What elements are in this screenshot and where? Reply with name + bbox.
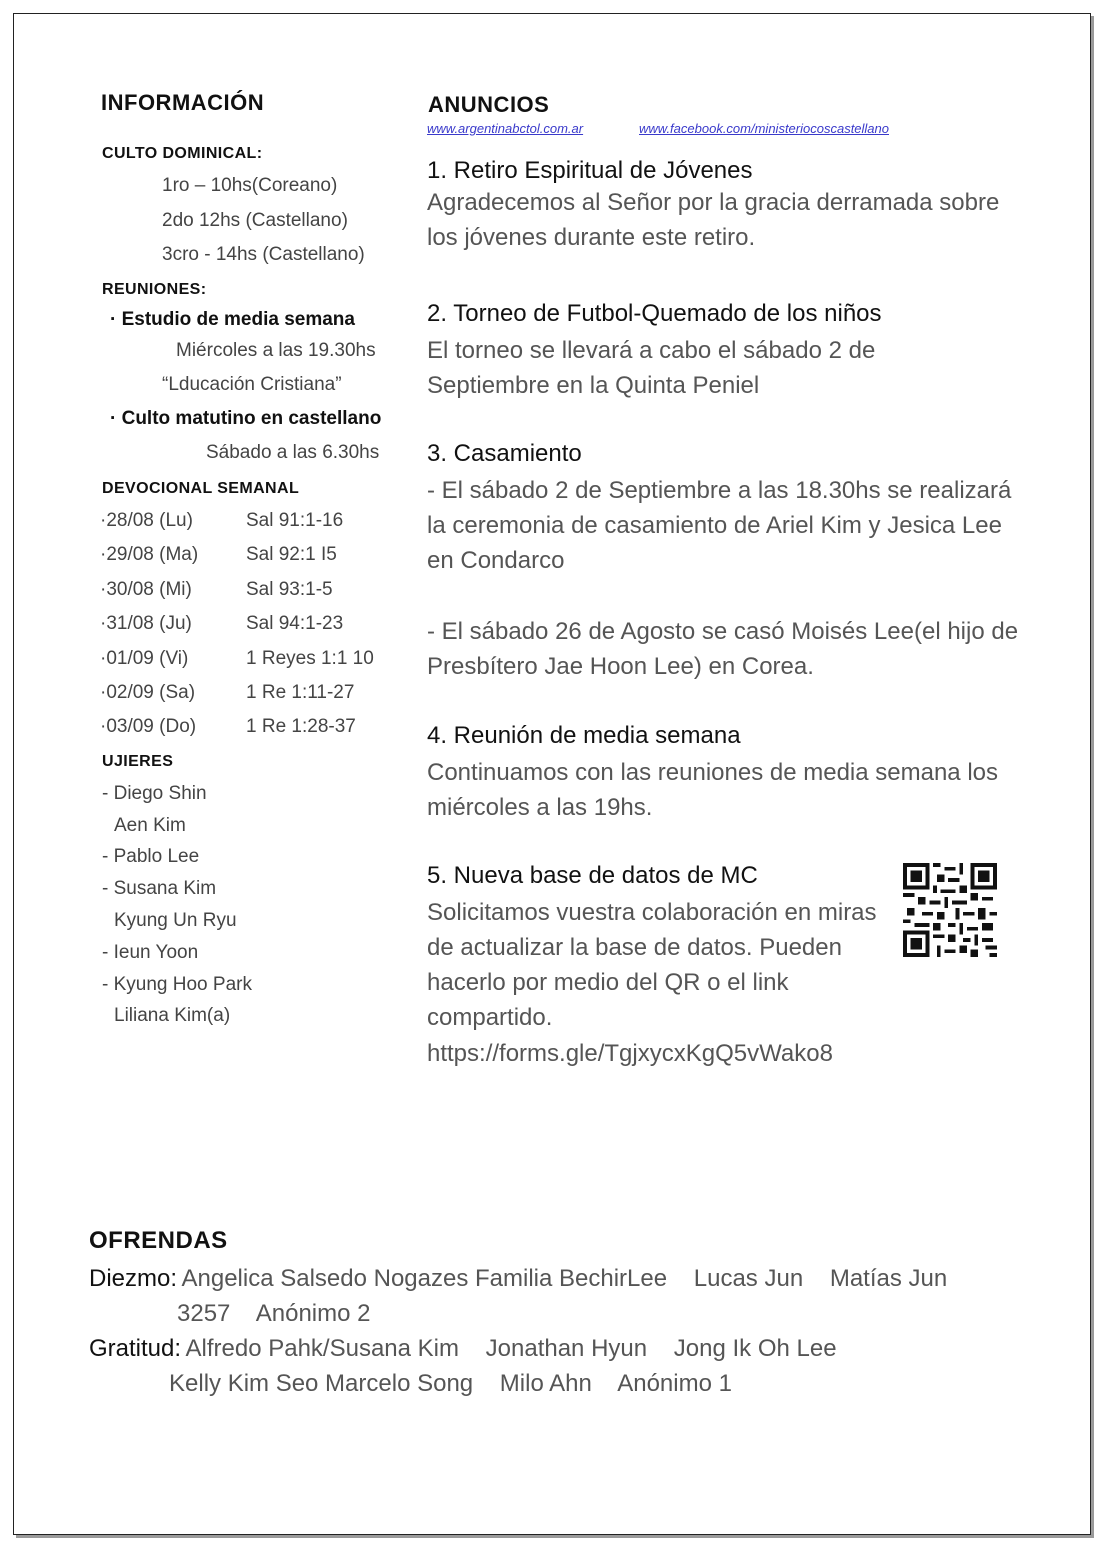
devocional-heading: DEVOCIONAL SEMANAL (102, 480, 300, 497)
diezmo-names-cont: 3257 Anónimo 2 (177, 1300, 371, 1327)
devocional-date: ·31/08 (Ju) (100, 613, 192, 634)
ujier-name: - Ieun Yoon (102, 942, 199, 963)
ujier-name: Aen Kim (114, 815, 186, 836)
culto-item: 3cro - 14hs (Castellano) (162, 244, 365, 265)
devocional-ref: 1 Re 1:28-37 (246, 716, 356, 737)
devocional-ref: 1 Reyes 1:1 10 (246, 648, 374, 669)
devocional-date: ·01/09 (Vi) (100, 648, 189, 669)
culto-item: 2do 12hs (Castellano) (162, 210, 348, 231)
matutino-title: · Culto matutino en castellano (110, 408, 382, 429)
devocional-date: ·28/08 (Lu) (100, 510, 193, 531)
devocional-date: ·30/08 (Mi) (100, 579, 192, 600)
devocional-ref: 1 Re 1:11-27 (246, 682, 355, 703)
devocional-ref: Sal 92:1 I5 (246, 544, 337, 565)
ujier-name: - Kyung Hoo Park (102, 974, 252, 995)
reuniones-heading: REUNIONES: (102, 281, 207, 298)
ujier-name: - Diego Shin (102, 783, 207, 804)
matutino-time: Sábado a las 6.30hs (206, 442, 380, 463)
gratitud-names: Alfredo Pahk/Susana Kim Jonathan Hyun Jong Ik Oh Lee (185, 1335, 837, 1362)
gratitud-names-cont: Kelly Kim Seo Marcelo Song Milo Ahn Anónimo 1 (169, 1370, 732, 1397)
devocional-date: ·29/08 (Ma) (100, 544, 199, 565)
announcement-body: Agradecemos al Señor por la gracia derramada sobre los jóvenes durante este retiro. (427, 189, 1000, 251)
devocional-ref: Sal 94:1-23 (246, 613, 344, 634)
devocional-date: ·03/09 (Do) (100, 716, 197, 737)
ujier-name: - Susana Kim (102, 878, 217, 899)
qr-code-icon[interactable] (903, 863, 997, 957)
announcement-body: - El sábado 2 de Septiembre a las 18.30hs se realizará la ceremonia de casamiento de Ariel Kim y Jesica Lee en Condarco (427, 477, 1012, 574)
devocional-date: ·02/09 (Sa) (100, 682, 196, 703)
diezmo-line (89, 1265, 947, 1293)
ujier-name: Liliana Kim(a) (114, 1005, 231, 1026)
announcement-title: 4. Reunión de media semana (427, 722, 741, 749)
gratitud-label: Gratitud: (89, 1335, 182, 1362)
announcement-body: Continuamos con las reuniones de media semana los miércoles a las 19hs. (427, 759, 998, 821)
diezmo-label: Diezmo: (89, 1265, 178, 1292)
announcement-body: El torneo se llevará a cabo el sábado 2 de Septiembre en la Quinta Peniel (427, 337, 876, 399)
ofrendas-heading: OFRENDAS (89, 1227, 228, 1254)
estudio-topic: “Lducación Cristiana” (162, 374, 342, 395)
website-link[interactable]: www.argentinabctol.com.ar (427, 121, 584, 136)
ujier-name: Kyung Un Ryu (114, 910, 237, 931)
announcement-body: Solicitamos vuestra colaboración en miras de actualizar la base de datos. Pueden hacerlo por medio del QR o el link compartido. (427, 899, 877, 1031)
announcement-title: 2. Torneo de Futbol-Quemado de los niños (427, 300, 882, 327)
announcement-title: 1. Retiro Espiritual de Jóvenes (427, 157, 753, 184)
announcement-body: - El sábado 26 de Agosto se casó Moisés Lee(el hijo de Presbítero Jae Hoon Lee) en Corea. (427, 618, 1019, 680)
diezmo-names: Angelica Salsedo Nogazes Familia BechirLee Lucas Jun Matías Jun (181, 1265, 948, 1292)
culto-heading: CULTO DOMINICAL: (102, 145, 263, 162)
announcement-title: 3. Casamiento (427, 440, 582, 467)
info-heading: INFORMACIÓN (101, 90, 265, 115)
devocional-ref: Sal 93:1-5 (246, 579, 333, 600)
devocional-ref: Sal 91:1-16 (246, 510, 344, 531)
ujieres-heading: UJIERES (102, 753, 174, 770)
anuncios-heading: ANUNCIOS (428, 92, 550, 117)
facebook-link[interactable]: www.facebook.com/ministeriocoscastellano (639, 121, 889, 136)
estudio-time: Miércoles a las 19.30hs (176, 340, 376, 361)
gratitud-line (89, 1335, 837, 1363)
estudio-title: · Estudio de media semana (110, 309, 355, 330)
form-url[interactable]: https://forms.gle/TgjxycxKgQ5vWako8 (427, 1040, 833, 1067)
announcement-title: 5. Nueva base de datos de MC (427, 862, 758, 889)
ujier-name: - Pablo Lee (102, 846, 200, 867)
culto-item: 1ro – 10hs(Coreano) (162, 175, 338, 196)
